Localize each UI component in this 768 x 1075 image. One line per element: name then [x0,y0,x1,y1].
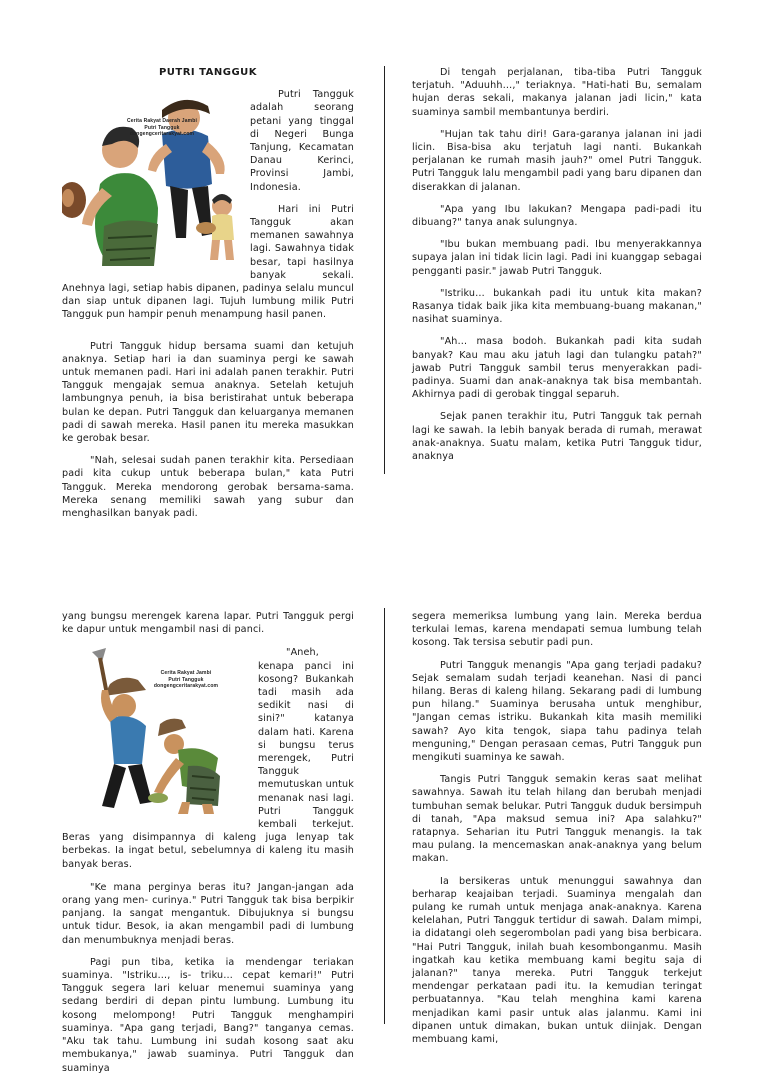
paragraph: Tangis Putri Tangguk semakin keras saat melihat sawahnya. Sawah itu telah hilang dan berubah menjadi tumbuhan semak belukar. Putri Tangguk duduk bersimpuh di tanah, "Apa maksud semua ini? Apa salahku?" ratapnya. Seharian itu Putri Tangguk menangis. Ia tak mau pulang. Ia mencemaskan anak-anaknya yang belum makan. [412,774,702,865]
caption-line-3: dongengceritarakyat.com [129,131,195,138]
caption-line-2: Putri Tangguk [168,676,204,683]
paragraph: "Ke mana perginya beras itu? Jangan-jangan ada orang yang men- curinya." Putri Tangguk tak bisa berpikir panjang. Ia sangat mengantuk. Dibujuknya si bungsu untuk tidur. Besok, ia akan mengambil padi di lumbung dan menumbuknya menjadi beras. [62,881,354,946]
paragraph: Di tengah perjalanan, tiba-tiba Putri Tangguk terjatuh. "Aduuhh…," teriaknya. "Hati-hati Bu, semalam hujan deras sekali, makanya jalanan jadi licin," kata suaminya sambil membantunya berdiri. [412,67,702,118]
paragraph: "Ah… masa bodoh. Bukankah padi kita sudah banyak? Kau mau aku jatuh lagi dan tulangku patah?" jawab Putri Tangguk sambil terus menyerakkan padi-padinya. Suami dan anak-anaknya tak bisa membantah. Akhirnya padi di gerobak tinggal separuh. [412,336,702,401]
paragraph: "Istriku… bukankah padi itu untuk kita makan? Rasanya tidak baik jika kita membuang-buang makanan," nasihat suaminya. [412,287,702,326]
paragraph: Putri Tangguk menangis "Apa gang terjadi padaku? Sejak semalam sudah terjadi keanehan. Nasi di panci hilang. Beras di kaleng hilang. Sekarang padi di lumbung pun hilang." Suaminya berusaha untuk menghibur, "Jangan cemas istriku. Bukankah kita masih memiliki sawah? Ayo kita tengok, siapa tahu padinya telah menguning," Dengan perasaan cemas, Putri Tangguk pun mengikuti suaminya ke sawah. [412,659,702,764]
illustration-family-svg [62,88,242,268]
illustration-farmers [62,646,250,816]
caption-line-2: Putri Tangguk [144,124,180,131]
paragraph: "Aneh, kenapa panci ini kosong? Bukankah tadi masih ada sedikit nasi di sini?" katanya dalam hati. Karena si bungsu terus merengek, Putri Tangguk memutuskan untuk menanak nasi lagi. Putri Tangguk kembali terkejut. Beras yang disimpannya di kaleng juga lenyap tak berbekas. Ia ingat betul, sebelumnya di kaleng itu masih banyak beras. [62,647,354,870]
paragraph: segera memeriksa lumbung yang lain. Mereka berdua terkulai lemas, karena mendapati semua lumbung telah kosong. Tak tersisa sebutir padi pun. [412,611,702,649]
paragraph: Putri Tangguk adalah seorang petani yang tinggal di Negeri Bunga Tanjung, Kecamatan Danau Kerinci, Provinsi Jambi, Indonesia. [250,89,354,193]
paragraph: "Hujan tak tahu diri! Gara-garanya jalanan ini jadi licin. Bisa-bisa aku terjatuh lagi nanti. Bukankah perjalanan ke rumah masih jauh?" omel Putri Tangguk. Putri Tangguk lalu mengambil padi yang baru dipanen dan diserakkan di jalanan. [412,128,702,193]
illustration-caption [122,118,202,138]
caption-line-1: Cerita Rakyat Daerah Jambi [126,118,198,125]
bottom-right-column [412,610,702,1046]
paragraph: "Apa yang Ibu lakukan? Mengapa padi-padi itu dibuang?" tanya anak sulungnya. [412,203,702,229]
paragraph: "Ibu bukan membuang padi. Ibu menyerakkannya supaya jalan ini tidak licin lagi. Padi ini kuanggap sebagai pengganti pasir." jawab Putri Tangguk. [412,239,702,277]
paragraph: Putri Tangguk hidup bersama suami dan ketujuh anaknya. Setiap hari ia dan suaminya pergi ke sawah untuk memanen padi. Hari ini adalah panen terakhir. Putri Tangguk mengajak semua anaknya. Setelah ketujuh lambungnya penuh, ia bisa beristirahat untuk beberapa bulan ke depan. Putri Tangguk dan keluarganya memanen padi di sawah mereka. Hasil panen itu mereka masukkan ke gerobak besar. [62,340,354,445]
caption-line-3: dongengceritarakyat.com [153,683,219,690]
paragraph: "Nah, selesai sudah panen terakhir kita. Persediaan padi kita cukup untuk beberapa bulan," kata Putri Tangguk. Mereka mendorong gerobak bersama-sama. Mereka senang memiliki sawah yang subur dan menghasilkan banyak padi. [62,455,354,520]
story-title: PUTRI TANGGUK [158,67,258,78]
bottom-left-column [62,610,354,1075]
column-divider-bottom [384,608,385,1024]
paragraph: Ia bersikeras untuk menunggui sawahnya dan berharap keajaiban terjadi. Suaminya mengalah dan pulang ke rumah untuk menjaga anak-anaknya. Karena kelelahan, Putri Tangguk tertidur di sawah. Dalam mimpi, ia didatangi oleh segerombolan padi yang bisa berbicara. "Hai Putri Tangguk, inilah buah kesombonganmu. Masih ingatkah kau ketika membuang kami begitu saja di jalanan?" tanya mereka. Putri Tangguk terkejut mendengar perkataan padi itu. Ia kemudian teringat perbuatannya. "Kau telah menghina kami karena menjadikan kami pasir untuk alas jalanmu. Kami ini dipanen untuk dimakan, bukan untuk diinjak. Dengan membuang kami, [412,875,702,1046]
paragraph: Pagi pun tiba, ketika ia mendengar teriakan suaminya. "Istriku…, is- triku… cepat kemari!" Putri Tangguk segera lari keluar menemui suaminya yang sedang berdiri di depan pintu lumbung. Lumbung itu kosong melompong! Putri Tangguk menghampiri suaminya. "Apa gang terjadi, Bang?" tanganya cemas. "Aku tak tahu. Lumbung ini sudah kosong saat aku membukanya," jawab suaminya. Putri Tangguk dan suaminya [62,956,354,1074]
paragraph: Hari ini Putri Tangguk akan memanen sawahnya lagi. Sawahnya tidak besar, tapi hasilnya banyak sekali. Anehnya lagi, setiap habis dipanen, padinya selalu muncul dan siap untuk dipanen lagi. Tujuh lumbung milik Putri Tangguk pun hampir penuh menampung hasil panen. [62,203,354,321]
top-left-column [62,66,354,520]
illustration-caption [142,670,230,690]
caption-line-1: Cerita Rakyat Jambi [160,670,212,677]
column-divider-top [384,66,385,474]
illustration-family [62,88,242,268]
top-right-column [412,66,702,463]
paragraph: yang bungsu merengek karena lapar. Putri Tangguk pergi ke dapur untuk mengambil nasi di panci. [62,611,354,636]
paragraph: Sejak panen terakhir itu, Putri Tangguk tak pernah lagi ke sawah. Ia lebih banyak berada di rumah, merawat anak-anaknya. Suatu malam, ketika Putri Tangguk tidur, anaknya [412,411,702,463]
